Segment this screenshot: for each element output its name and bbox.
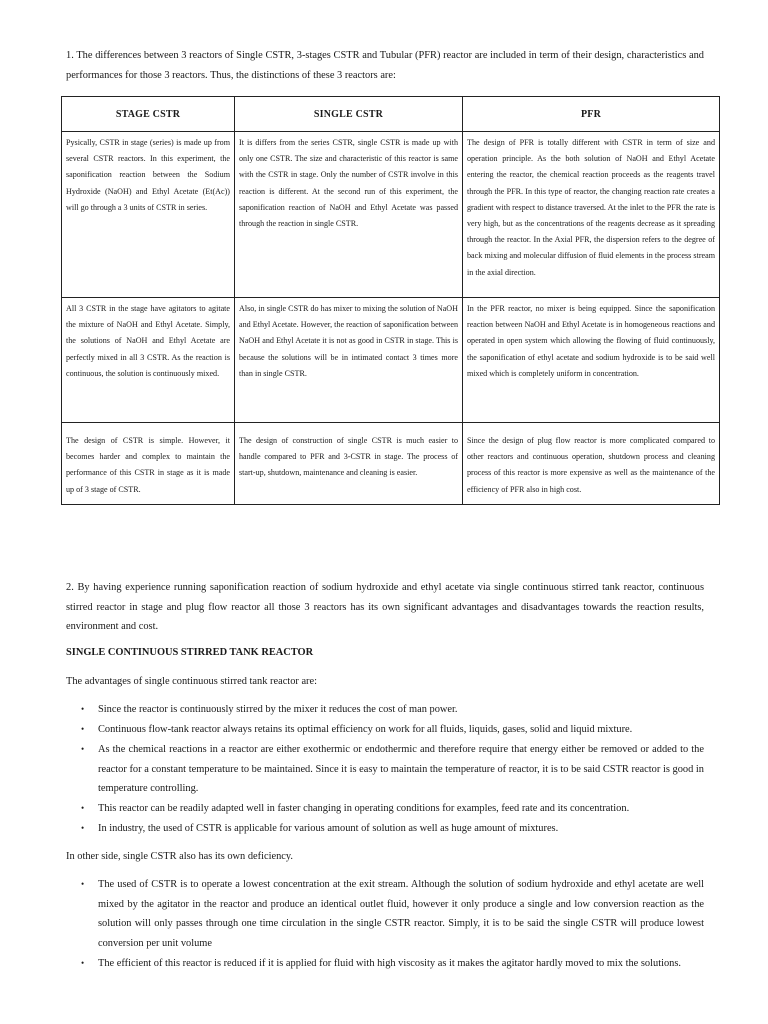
table-row-design: [62, 132, 720, 298]
list-item-text: In industry, the used of CSTR is applicable for various amount of solution as well as huge amount of mixtures.: [98, 823, 559, 834]
section-2: [66, 578, 704, 981]
list-item-text: As the chemical reactions in a reactor are either exothermic or endothermic and therefore require that energy either be removed or added to the reactor for a constant temperature to be maintained. Since it is easy to maintain the temperature of reactor, it is to be said CSTR reactor is good in temperature controlling.: [98, 744, 704, 794]
table-row-cost: [62, 423, 720, 505]
table-cell: It is differs from the series CSTR, single CSTR is made up with only one CSTR. The size and characteristic of this reactor is same with the CSTR in stage. Only the number of CSTR involve in this reaction is different. At the second run of this experiment, the saponification reaction of NaOH and Ethyl Acetate was passed through the reaction in single CSTR.: [235, 132, 463, 298]
list-item: [81, 700, 704, 720]
list-item: [81, 954, 704, 974]
table-row-mixing: [62, 298, 720, 423]
table-header-row: [62, 97, 720, 132]
list-item: [81, 740, 704, 799]
header-stage-cstr: STAGE CSTR: [62, 97, 235, 132]
table-cell: Also, in single CSTR do has mixer to mixing the solution of NaOH and Ethyl Acetate. However, the reaction of saponification between NaOH and Ethyl Acetate it is not as good in CSTR in stage. This is because the solutions will be in intimated contact 3 times more than in single CSTR.: [235, 298, 463, 423]
list-item: [81, 799, 704, 819]
bullet-icon: •: [81, 879, 85, 889]
table-cell: All 3 CSTR in the stage have agitators to agitate the mixture of NaOH and Ethyl Acetate. Simply, the solutions of NaOH and Ethyl Acetate are perfectly mixed in all 3 CSTR. As the reaction is continuous, the solution is continuously mixed.: [62, 298, 235, 423]
table-cell: Pysically, CSTR in stage (series) is made up from several CSTR reactors. In this experiment, the saponification reaction between the Sodium Hydroxide (NaOH) and Ethyl Acetate (Et(Ac)) will go through a 3 units of CSTR in series.: [62, 132, 235, 298]
list-item: [81, 875, 704, 953]
bullet-icon: •: [81, 704, 85, 714]
table-cell: The design of CSTR is simple. However, it becomes harder and complex to maintain the performance of this CSTR in stage as it is made up of 3 stage of CSTR.: [62, 423, 235, 505]
list-item-text: Continuous flow-tank reactor always retains its optimal efficiency on work for all fluids, liquids, gases, solid and liquid mixture.: [98, 724, 633, 735]
table-cell: The design of PFR is totally different with CSTR in term of size and operation principle. As the both solution of NaOH and Ethyl Acetate entering the reactor, the chemical reaction proceeds as the reagents travel through the PFR. In this type of reactor, the changing reaction rate creates a gradient with respect to distance traversed. At the inlet to the PFR the rate is very high, but as the concentrations of the reagents decrease as it spreading through the reactor. In the Axial PFR, the dispersion refers to the degree of back mixing and molecular diffusion of fluid elements in the process stream in the axial direction.: [463, 132, 720, 298]
bullet-icon: •: [81, 823, 85, 833]
table-cell: Since the design of plug flow reactor is more complicated compared to other reactors and continuous operation, shutdown process and cleaning process of this reactor is more expensive as well as the maintenance of the efficiency of PFR also in high cost.: [463, 423, 720, 505]
deficiencies-intro: In other side, single CSTR also has its own deficiency.: [66, 850, 294, 862]
reactor-comparison-table: [61, 96, 720, 505]
list-item-text: The efficient of this reactor is reduced if it is applied for fluid with high viscosity as it makes the agitator hardly moved to mix the solutions.: [98, 957, 681, 969]
intro-paragraph: 1. The differences between 3 reactors of Single CSTR, 3-stages CSTR and Tubular (PFR) reactor are included in term of their design, characteristics and performances for those 3 reactors. Thus, the distinctions of these 3 reactors are:: [66, 50, 704, 82]
bullet-icon: •: [81, 803, 85, 813]
section-2-lead: 2. By having experience running saponification reaction of sodium hydroxide and ethyl acetate via single continuous stirred tank reactor, continuous stirred reactor in stage and plug flow reactor all those 3 reactors has its own significant advantages and disadvantages towards the reaction results, environment and cost.: [66, 582, 704, 632]
header-pfr: PFR: [463, 97, 720, 132]
table-cell: The design of construction of single CSTR is much easier to handle compared to PFR and 3-CSTR in stage. The process of start-up, shutdown, maintenance and cleaning is easier.: [235, 423, 463, 505]
list-item: [81, 819, 704, 839]
header-single-cstr: SINGLE CSTR: [235, 97, 463, 132]
advantages-list: [66, 700, 704, 839]
list-item: [81, 720, 704, 740]
deficiencies-list: [66, 875, 704, 973]
table-cell: In the PFR reactor, no mixer is being equipped. Since the saponification reaction between NaOH and Ethyl Acetate is in homogeneous reactions and operated in open system which allowing the flowing of fluid continuously, the saponification of ethyl acetate and sodium hydroxide is to be said well mixed which is completely uniform in concentration.: [463, 298, 720, 423]
bullet-icon: •: [81, 724, 85, 734]
bullet-icon: •: [81, 957, 85, 968]
advantages-intro: The advantages of single continuous stirred tank reactor are:: [66, 675, 318, 687]
list-item-text: This reactor can be readily adapted well in faster changing in operating conditions for examples, feed rate and its concentration.: [98, 803, 630, 814]
section-heading: SINGLE CONTINUOUS STIRRED TANK REACTOR: [66, 646, 314, 658]
list-item-text: Since the reactor is continuously stirred by the mixer it reduces the cost of man power.: [98, 704, 458, 715]
bullet-icon: •: [81, 744, 85, 754]
list-item-text: The used of CSTR is to operate a lowest concentration at the exit stream. Although the solution of sodium hydroxide and ethyl acetate are well mixed by the agitator in the reactor and produce an identical outlet fluid, however it only produce a single and low conversion reaction as the solution will only passes through one time circulation in the single CSTR reactor. Simply, it is to be said the single CSTR will produce lowest conversion per unit volume: [98, 879, 704, 949]
